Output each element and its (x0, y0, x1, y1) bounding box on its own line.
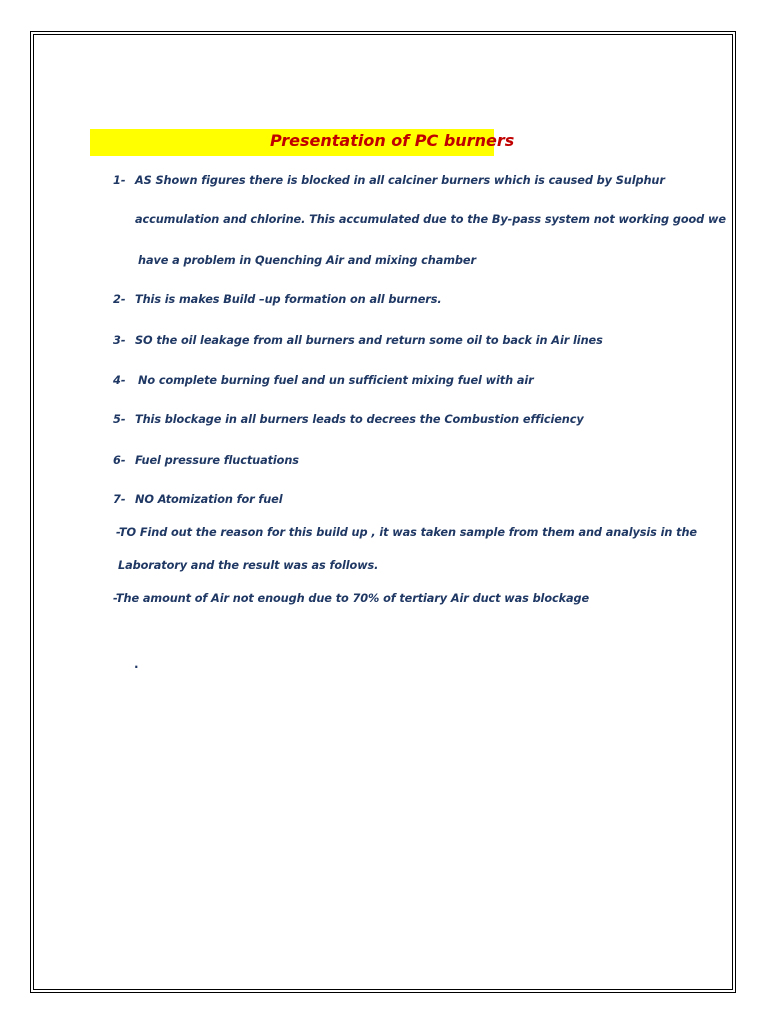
item-6-line: Fuel pressure fluctuations (135, 454, 299, 467)
trailing-mark: . (134, 657, 139, 671)
item-7-number: 7- (113, 493, 126, 506)
item-3-number: 3- (113, 334, 126, 347)
item-7-line: NO Atomization for fuel (135, 493, 283, 506)
item-4-line: No complete burning fuel and un sufficient mixing fuel with air (138, 374, 534, 387)
item-6-number: 6- (113, 454, 126, 467)
note-line-3: -The amount of Air not enough due to 70% of tertiary Air duct was blockage (113, 592, 590, 605)
item-1-number: 1- (113, 174, 126, 187)
document-title: Presentation of PC burners (270, 131, 515, 150)
item-1-line-2: accumulation and chlorine. This accumulated due to the By-pass system not working good we (135, 213, 726, 226)
item-2-line: This is makes Build –up formation on all burners. (135, 293, 442, 306)
item-1-line-3: have a problem in Quenching Air and mixing chamber (138, 254, 476, 267)
item-3-line: SO the oil leakage from all burners and return some oil to back in Air lines (135, 334, 603, 347)
item-5-line: This blockage in all burners leads to decrees the Combustion efficiency (135, 413, 584, 426)
note-line-2: Laboratory and the result was as follows. (118, 559, 379, 572)
item-1-line-1: AS Shown figures there is blocked in all calciner burners which is caused by Sulphur (135, 174, 665, 187)
note-line-1: -TO Find out the reason for this build up , it was taken sample from them and analysis in the (116, 526, 697, 539)
item-2-number: 2- (113, 293, 126, 306)
item-4-number: 4- (113, 374, 126, 387)
item-5-number: 5- (113, 413, 126, 426)
